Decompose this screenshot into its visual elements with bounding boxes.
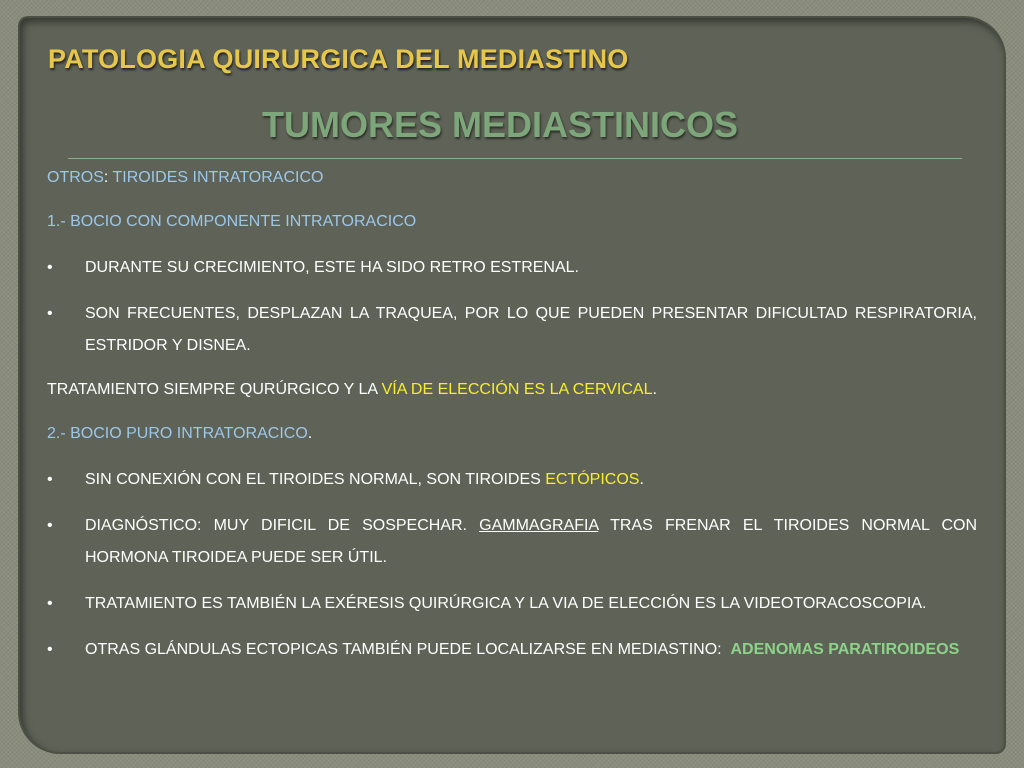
part1-heading: 1.- BOCIO CON COMPONENTE INTRATORACICO (47, 213, 417, 230)
bullet-text (85, 464, 977, 496)
bullet-text (85, 634, 977, 666)
section-heading-rest: TIROIDES INTRATORACICO (112, 169, 324, 186)
list-item (47, 252, 977, 284)
bullet-text (85, 510, 977, 574)
gammagrafia-underlined: GAMMAGRAFIA (479, 517, 599, 534)
bullet-text: SON FRECUENTES, DESPLAZAN LA TRAQUEA, POR LO QUE PUEDEN PRESENTAR DIFICULTAD RESPIRATORIA, ESTRIDOR Y DISNEA. (85, 305, 977, 354)
bullet-icon: • (47, 595, 53, 612)
part2-heading (47, 418, 977, 450)
bullet-text-plain: DIAGNÓSTICO: MUY DIFICIL DE SOSPECHAR. (85, 517, 480, 534)
section-heading-sep: : (103, 169, 113, 186)
bullet-icon: • (47, 305, 53, 322)
ectopicos-highlight: ECTÓPICOS (545, 471, 640, 488)
title-divider (68, 158, 962, 159)
bullet-icon: • (47, 641, 53, 658)
slide-subtitle: TUMORES MEDIASTINICOS (261, 104, 738, 145)
adenomas-highlight: ADENOMAS PARATIROIDEOS (730, 641, 960, 658)
bullet-text: DURANTE SU CRECIMIENTO, ESTE HA SIDO RETRO ESTRENAL. (85, 259, 579, 276)
list-item (47, 588, 977, 620)
bullet-icon: • (47, 471, 53, 488)
bullet-icon: • (47, 259, 53, 276)
bullet-text-end: . (639, 471, 644, 488)
part2-heading-text: 2.- BOCIO PURO INTRATORACICO (47, 425, 308, 442)
list-item (47, 298, 977, 362)
list-item (47, 634, 977, 666)
section-heading-prefix: OTROS (47, 169, 104, 186)
treatment-text: TRATAMIENTO SIEMPRE QURÚRGICO Y LA (47, 381, 382, 398)
part2-heading-end: . (307, 425, 313, 442)
part1-treatment (47, 374, 977, 406)
slide-body (47, 162, 977, 666)
bullet-icon: • (47, 517, 53, 534)
bullet-text-plain: SIN CONEXIÓN CON EL TIROIDES NORMAL, SON TIROIDES (85, 471, 546, 488)
list-item (47, 464, 977, 496)
slide-title: PATOLOGIA QUIRURGICA DEL MEDIASTINO (48, 44, 629, 74)
treatment-end: . (652, 381, 657, 398)
section-heading (47, 162, 977, 194)
bullet-text: TRATAMIENTO ES TAMBIÉN LA EXÉRESIS QUIRÚRGICA Y LA VIA DE ELECCIÓN ES LA VIDEOTORACOSCOPIA. (85, 595, 927, 612)
treatment-highlight: VÍA DE ELECCIÓN ES LA CERVICAL (381, 381, 653, 398)
bullet-text-plain: TRAS FRENAR EL TIROIDES NORMAL CON HORMONA TIROIDEA PUEDE SER ÚTIL. (85, 517, 978, 566)
bullet-text-plain: OTRAS GLÁNDULAS ECTOPICAS TAMBIÉN PUEDE LOCALIZARSE EN MEDIASTINO: (85, 641, 731, 658)
list-item (47, 510, 977, 574)
